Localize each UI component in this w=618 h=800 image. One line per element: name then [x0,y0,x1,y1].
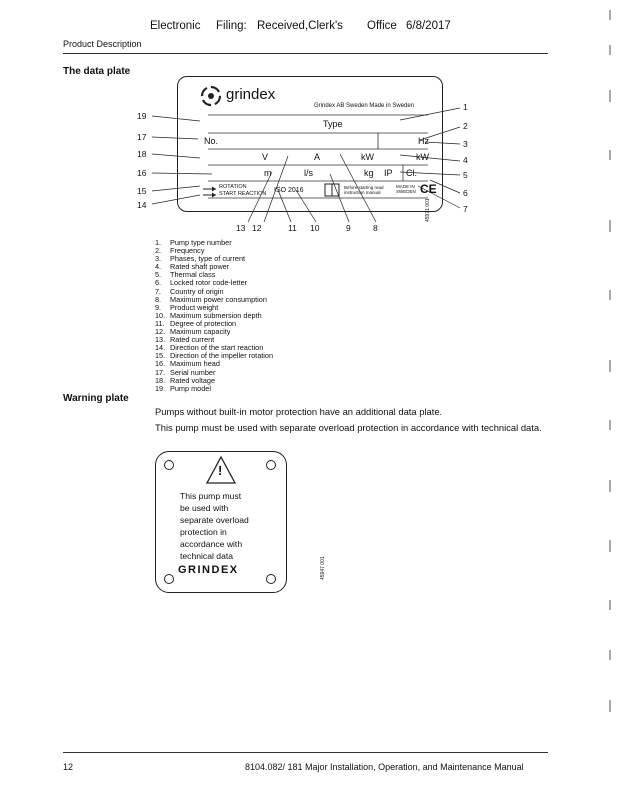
filing-word: Filing: [216,20,247,32]
legend-item: 10. Maximum submersion depth [155,310,262,320]
legend-item: 7. Country of origin [155,286,224,296]
callout-2: 2 [463,121,468,131]
legend-item: 12. Maximum capacity [155,327,231,337]
scan-edge-marks [605,0,615,800]
callout-18: 18 [137,149,147,159]
warning-plate-figure [155,451,287,593]
legend-item: 15. Direction of the impeller rotation [155,351,274,361]
plate-cl: Cl. [406,168,417,178]
filing-word: Received,Clerk's [257,20,343,32]
callout-3: 3 [463,139,468,149]
callout-1: 1 [463,102,468,112]
filing-word: Office [367,20,397,32]
callout-19: 19 [137,111,147,121]
warning-plate-code: 45947 001 [320,556,326,580]
legend-item: 2. Frequency [155,246,205,256]
callout-6: 6 [463,188,468,198]
filing-word: Electronic [150,20,201,32]
plate-a: A [314,152,321,162]
legend-item: 6. Locked rotor code-letter [155,278,248,288]
warning-exclamation: ! [218,463,223,478]
page-number: 12 [63,762,74,772]
filing-date: 6/8/2017 [406,20,451,32]
warning-sign-text: This pump must be used with separate overload protection in accordance with technical data [180,491,249,561]
warning-paragraph-1: Pumps without built-in motor protection have an additional data plate. [155,406,443,417]
legend-item: 4. Rated shaft power [155,262,230,272]
legend-item: 3. Phases, type of current [155,254,246,264]
plate-iso: ISO 2016 [274,187,304,194]
plate-kw-1: kW [361,152,374,162]
plate-made-in: MADE IN SWEDEN [396,184,416,194]
legend-item: 13. Rated current [155,335,215,345]
plate-manual-note: Before starting read instruction manual [344,185,384,195]
callout-4: 4 [463,155,468,165]
grindex-wordmark: GRINDEX [178,564,239,576]
plate-maker: Grindex AB Sweden Made in Sweden [314,103,415,109]
data-plate-legend [155,239,273,393]
legend-item: 11. Degree of protection [155,318,237,328]
callout-15: 15 [137,186,147,196]
plate-start-reaction: START REACTION [219,191,267,197]
section-header: Product Description [63,39,142,49]
plate-code: 45971 001 [425,198,431,222]
callout-11: 11 [288,223,297,233]
plate-v: V [262,152,269,162]
callout-7: 7 [463,204,468,214]
plate-brand: grindex [226,86,276,103]
plate-kg: kg [364,168,374,178]
warning-paragraph-2: This pump must be used with separate overload protection in accordance with technical data. [155,422,542,433]
callout-14: 14 [137,200,147,210]
mount-hole-icon [266,574,276,584]
legend-item: 8. Maximum power consumption [155,294,267,304]
plate-rotation: ROTATION [219,184,247,190]
plate-m: m [264,168,272,178]
mount-hole-icon [164,460,174,470]
plate-hz: Hz [418,136,429,146]
legend-item: 19. Pump model [155,383,211,393]
data-plate-heading: The data plate [63,66,131,77]
legend-item: 9. Product weight [155,302,219,312]
callout-13: 13 [236,223,246,233]
callout-8: 8 [373,223,378,233]
warning-plate-heading: Warning plate [63,393,129,404]
callout-12: 12 [252,223,262,233]
legend-item: 1. Pump type number [155,238,232,247]
legend-item: 16. Maximum head [155,359,220,369]
callout-17: 17 [137,132,147,142]
legend-item: 5. Thermal class [155,270,216,280]
callout-9: 9 [346,223,351,233]
mount-hole-icon [266,460,276,470]
plate-ip: IP [384,168,393,178]
plate-type: Type [323,119,343,129]
footer-rule [63,752,548,753]
legend-item: 14. Direction of the start reaction [155,343,264,353]
callout-5: 5 [463,170,468,180]
plate-kw-2: kW [416,152,429,162]
mount-hole-icon [164,574,174,584]
legend-item: 18. Rated voltage [155,375,216,385]
legend-item: 17. Serial number [155,367,216,377]
callout-16: 16 [137,168,147,178]
ce-mark-icon: CE [420,182,437,196]
plate-no: No. [204,136,219,146]
plate-ls: l/s [304,168,313,178]
callout-10: 10 [310,223,320,233]
footer-title: 8104.082/ 181 Major Installation, Operation, and Maintenance Manual [245,762,524,772]
